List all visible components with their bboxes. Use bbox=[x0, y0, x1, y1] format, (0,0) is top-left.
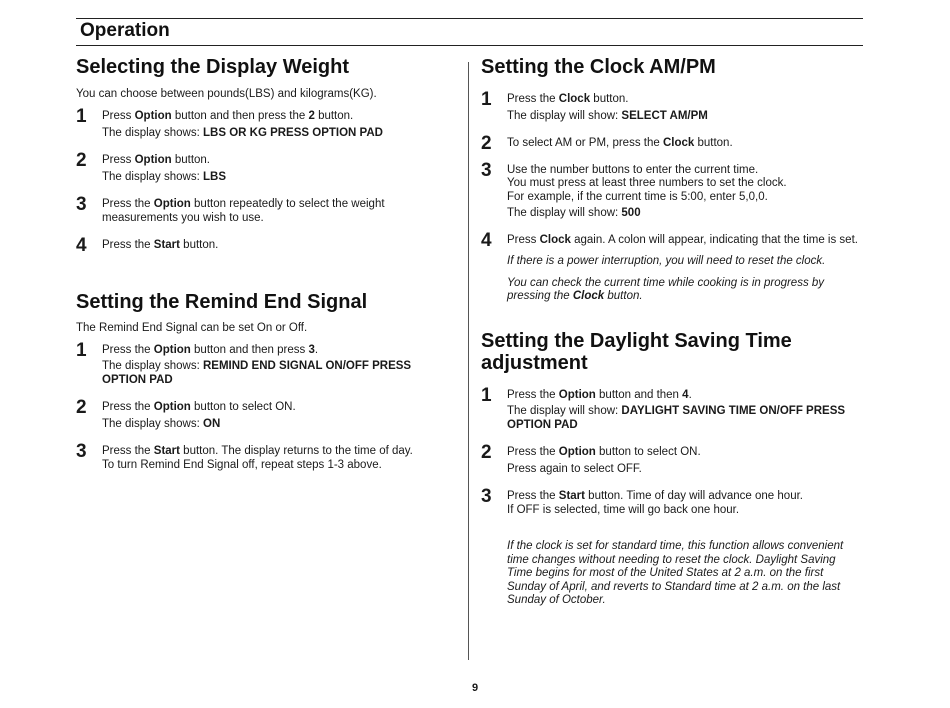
step-number: 2 bbox=[76, 150, 87, 171]
step: 1 Press Option button and then press the 2 button. The display shows: LBS OR KG PRESS OPTION PAD bbox=[76, 106, 383, 139]
display-readout: REMIND END SIGNAL ON/OFF PRESS OPTION PAD bbox=[102, 360, 412, 386]
step-number: 3 bbox=[76, 441, 87, 462]
step-number: 3 bbox=[481, 486, 492, 507]
display-readout: LBS bbox=[203, 170, 226, 183]
section-intro: You can choose between pounds(LBS) and kilograms(KG). bbox=[76, 88, 377, 100]
clock-note: You can check the current time while cooking is in progress by pressing the Clock button. bbox=[507, 276, 825, 302]
step: 3 Use the number buttons to enter the current time. You must press at least three numbers to set the clock. For example, if the current time is 5:00, enter 5,0,0. The display will show: 500 bbox=[481, 159, 787, 219]
left-column bbox=[76, 56, 456, 472]
step: 1 Press the Option button and then 4. The display will show: DAYLIGHT SAVING TIME ON/OFF PRESS OPTION PAD bbox=[481, 384, 846, 431]
display-readout: SELECT AM/PM bbox=[621, 109, 708, 122]
step-number: 4 bbox=[76, 235, 87, 256]
step-number: 1 bbox=[481, 384, 492, 406]
display-readout: LBS OR KG PRESS OPTION PAD bbox=[203, 126, 383, 139]
step-number: 4 bbox=[481, 229, 492, 251]
column-divider bbox=[468, 62, 469, 660]
header-bottom-rule bbox=[76, 45, 863, 46]
section-title-remind-end-signal: Setting the Remind End Signal bbox=[76, 290, 368, 313]
step-number: 2 bbox=[481, 442, 492, 463]
step: 2 Press the Option button to select ON. Press again to select OFF. bbox=[481, 442, 701, 475]
step-number: 1 bbox=[76, 339, 87, 361]
display-readout: DAYLIGHT SAVING TIME ON/OFF PRESS OPTION PAD bbox=[507, 405, 846, 431]
step: 3 Press the Start button. The display returns to the time of day. To turn Remind End Signal off, repeat steps 1-3 above. bbox=[76, 441, 413, 471]
clock-note: If there is a power interruption, you will need to reset the clock. bbox=[507, 255, 826, 267]
header-top-rule bbox=[76, 18, 863, 19]
section-title-daylight-saving: Setting the Daylight Saving Time adjustment bbox=[481, 329, 792, 374]
page-header-title: Operation bbox=[80, 20, 170, 41]
step: 2 Press Option button. The display shows: LBS bbox=[76, 150, 226, 183]
step-number: 3 bbox=[481, 159, 492, 181]
step: 2 Press the Option button to select ON. The display shows: ON bbox=[76, 397, 296, 430]
step-number: 3 bbox=[76, 194, 87, 215]
step: 4 Press Clock again. A colon will appear, indicating that the time is set. bbox=[481, 229, 858, 251]
step-number: 2 bbox=[481, 133, 492, 154]
section-title-clock-am-pm: Setting the Clock AM/PM bbox=[481, 56, 716, 78]
dst-note: If the clock is set for standard time, this function allows convenient time changes without needing to reset the clock. Daylight Saving Time begins for most of the United States at 2 a.m. on the first Sunday of April, and reverts to Standard time at 2 a.m. on the last Sunday of October. bbox=[507, 540, 844, 606]
display-readout: 500 bbox=[621, 207, 641, 219]
step-number: 2 bbox=[76, 397, 87, 418]
display-readout: ON bbox=[203, 417, 221, 430]
section-title-display-weight: Selecting the Display Weight bbox=[76, 56, 350, 78]
step: 3 Press the Option button repeatedly to select the weight measurements you wish to use. bbox=[76, 194, 385, 224]
right-column bbox=[481, 56, 863, 608]
step: 2 To select AM or PM, press the Clock button. bbox=[481, 133, 733, 154]
section-intro: The Remind End Signal can be set On or Off. bbox=[76, 321, 308, 334]
step-number: 1 bbox=[76, 106, 87, 127]
step: 1 Press the Option button and then press 3. The display shows: REMIND END SIGNAL ON/OFF PRESS OPTION PAD bbox=[76, 339, 412, 386]
page-number: 9 bbox=[471, 682, 479, 694]
step: 4 Press the Start button. bbox=[76, 235, 219, 256]
step: 3 Press the Start button. Time of day will advance one hour. If OFF is selected, time will go back one hour. bbox=[481, 486, 803, 516]
step-number: 1 bbox=[481, 89, 492, 110]
step: 1 Press the Clock button. The display will show: SELECT AM/PM bbox=[481, 89, 708, 122]
